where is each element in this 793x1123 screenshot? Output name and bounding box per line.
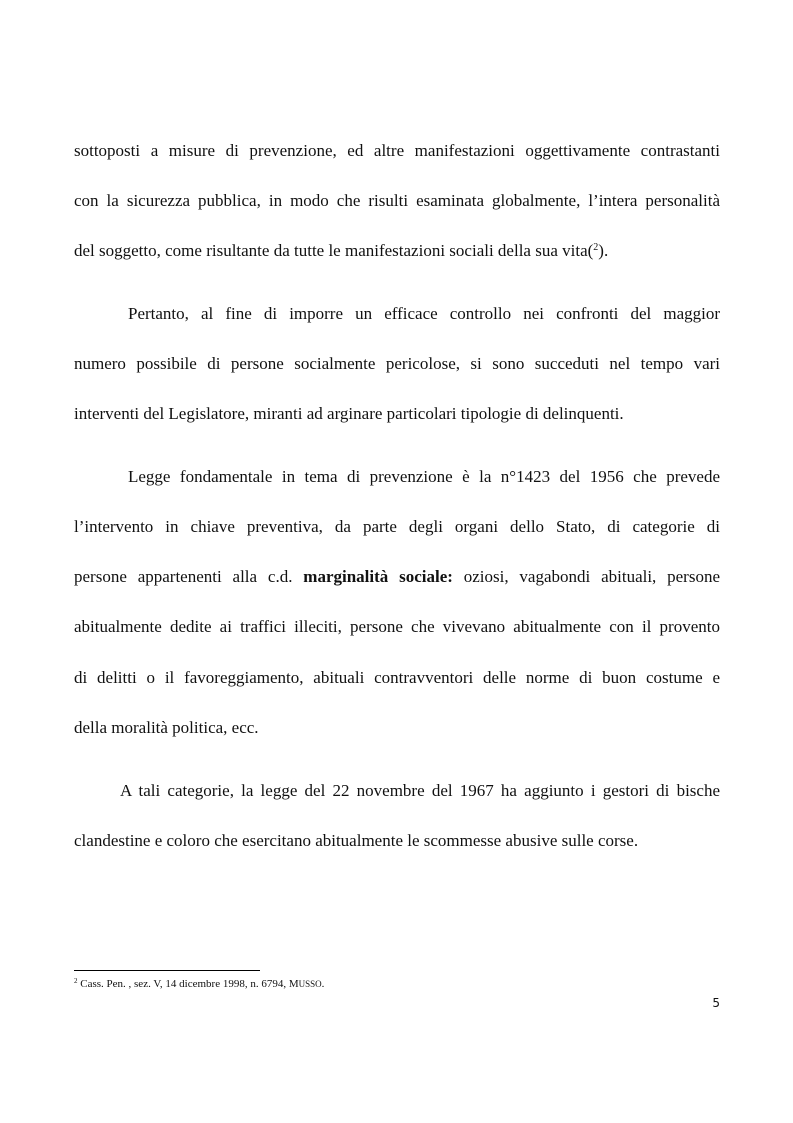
paragraph-2-line-3: interventi del Legislatore, miranti ad arginare particolari tipologie di delinquenti. (74, 404, 624, 423)
paragraph-1-line-1: sottoposti a misure di prevenzione, ed altre manifestazioni oggettivamente contrastanti (74, 141, 720, 160)
footnote-author-rest: USSO (298, 979, 322, 989)
paragraph-4-line-2: clandestine e coloro che esercitano abitualmente le scommesse abusive sulle corse. (74, 831, 639, 850)
paragraph-3-line-1: Legge fondamentale in tema di prevenzione è la n°1423 del 1956 che prevede (128, 467, 720, 486)
footnote-reference[interactable]: 2 (593, 242, 599, 253)
footnote-end: . (321, 978, 325, 990)
bold-term-marginalita-sociale: marginalità sociale: (303, 567, 453, 586)
paragraph-2-line-2: numero possibile di persone socialmente pericolose, si sono succeduti nel tempo vari (74, 354, 720, 373)
footnote-number: 2 (74, 977, 78, 985)
paragraph-3-line-6: della moralità politica, ecc. (74, 718, 259, 737)
footnote (74, 978, 324, 990)
paragraph-1-line-3 (74, 241, 720, 261)
paragraph-3-line-2: l’intervento in chiave preventiva, da parte degli organi dello Stato, di categorie di (74, 517, 720, 536)
paragraph-3-line-5: di delitti o il favoreggiamento, abituali contravventori delle norme di buon costume e (74, 668, 720, 687)
paragraph-3-line-4: abitualmente dedite ai traffici illeciti, persone che vivevano abitualmente con il provento (74, 617, 720, 636)
paragraph-2-line-1: Pertanto, al fine di imporre un efficace controllo nei confronti del maggior (128, 304, 720, 323)
paragraph-1-line-3-end: ). (598, 241, 609, 260)
paragraph-3-line-3 (74, 567, 720, 587)
paragraph-1-line-3-text: del soggetto, come risultante da tutte le manifestazioni sociali della sua vita( (74, 241, 594, 260)
paragraph-4-line-1: A tali categorie, la legge del 22 novembre del 1967 ha aggiunto i gestori di bische (120, 781, 720, 800)
paragraph-3-line-3-pre: persone appartenenti alla c.d. (74, 567, 304, 586)
footnote-text: Cass. Pen. , sez. V, 14 dicembre 1998, n. 6794, (77, 978, 289, 990)
footnote-separator (74, 970, 260, 971)
paragraph-1-line-2: con la sicurezza pubblica, in modo che risulti esaminata globalmente, l’intera personalità (74, 191, 720, 210)
footnote-author-initial: M (288, 978, 299, 990)
paragraph-3-line-3-post: oziosi, vagabondi abituali, persone (452, 567, 720, 586)
page-number: 5 (712, 996, 720, 1010)
